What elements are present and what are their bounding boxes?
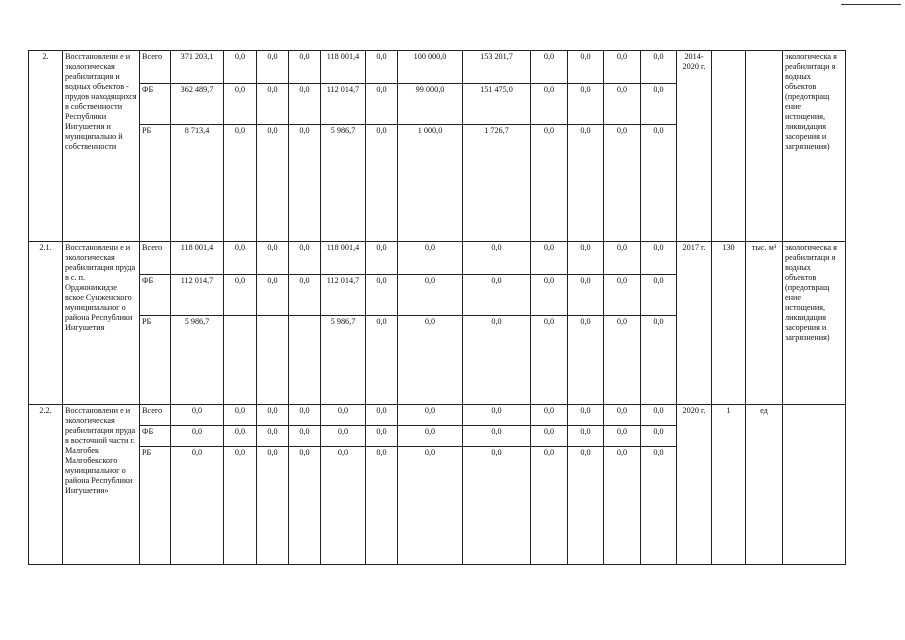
amount-cell: 0,0 — [224, 242, 257, 275]
amount-cell: 153 201,7 — [463, 51, 531, 84]
amount-cell: 0,0 — [224, 447, 257, 565]
measure-name: Восстановлени е и экологическая реабилитация пруда в восточной части г. Малгобек Малгобекского муниципальног о района Республики Ингушетия» — [63, 405, 140, 565]
amount-cell: 0,0 — [463, 426, 531, 447]
amount-cell: 0,0 — [463, 275, 531, 316]
amount-cell: 112 014,7 — [321, 275, 366, 316]
amount-cell: 0,0 — [257, 51, 289, 84]
amount-cell: 0,0 — [604, 447, 641, 565]
amount-cell: 0,0 — [641, 84, 677, 125]
amount-cell: 0,0 — [289, 242, 321, 275]
amount-cell: 0,0 — [366, 51, 398, 84]
amount-cell: 0,0 — [463, 316, 531, 405]
row-number: 2.2. — [29, 405, 63, 565]
amount-cell: 0,0 — [531, 125, 568, 242]
amount-cell: 0,0 — [224, 84, 257, 125]
expected-result: экологическа я реабилитаци я водных объектов (предотвращ ение истощения, ликвидация засорения и загрязнения) — [783, 51, 846, 242]
amount-cell: 0,0 — [257, 242, 289, 275]
indicator-value: 1 — [712, 405, 746, 565]
amount-cell: 0,0 — [321, 405, 366, 426]
funding-source: РБ — [140, 316, 171, 405]
amount-cell: 0,0 — [257, 426, 289, 447]
amount-cell: 0,0 — [531, 426, 568, 447]
amount-cell: 0,0 — [257, 405, 289, 426]
amount-cell: 118 001,4 — [321, 51, 366, 84]
amount-cell: 0,0 — [568, 242, 604, 275]
amount-cell: 0,0 — [604, 84, 641, 125]
amount-cell: 0,0 — [604, 275, 641, 316]
amount-cell: 0,0 — [171, 447, 224, 565]
amount-cell: 0,0 — [289, 426, 321, 447]
amount-cell: 0,0 — [641, 447, 677, 565]
amount-cell: 0,0 — [321, 447, 366, 565]
amount-cell: 0,0 — [257, 84, 289, 125]
amount-cell: 0,0 — [641, 405, 677, 426]
amount-cell: 0,0 — [568, 426, 604, 447]
amount-cell: 0,0 — [289, 125, 321, 242]
page-corner-line — [841, 4, 901, 5]
measure-name: Восстановлени е и экологическая реабилитация пруда в с. п. Орджоникидзе вское Сунженского муниципальног о района Республики Ингушетия — [63, 242, 140, 405]
amount-cell: 151 475,0 — [463, 84, 531, 125]
amount-cell: 0,0 — [321, 426, 366, 447]
funding-source: ФБ — [140, 275, 171, 316]
amount-cell: 0,0 — [463, 447, 531, 565]
amount-cell: 0,0 — [224, 125, 257, 242]
program-table — [28, 50, 846, 565]
amount-cell: 0,0 — [604, 242, 641, 275]
table-row — [29, 242, 846, 275]
amount-cell: 0,0 — [289, 51, 321, 84]
amount-cell: 5 986,7 — [171, 316, 224, 405]
funding-source: Всего — [140, 405, 171, 426]
amount-cell: 0,0 — [568, 51, 604, 84]
amount-cell: 1 726,7 — [463, 125, 531, 242]
amount-cell — [257, 316, 289, 405]
amount-cell: 0,0 — [398, 405, 463, 426]
amount-cell: 0,0 — [568, 447, 604, 565]
amount-cell: 0,0 — [531, 275, 568, 316]
amount-cell: 0,0 — [398, 316, 463, 405]
amount-cell: 0,0 — [604, 405, 641, 426]
amount-cell: 0,0 — [257, 125, 289, 242]
amount-cell: 1 000,0 — [398, 125, 463, 242]
amount-cell: 0,0 — [568, 405, 604, 426]
amount-cell: 112 014,7 — [171, 275, 224, 316]
amount-cell: 0,0 — [531, 447, 568, 565]
indicator-value — [712, 51, 746, 242]
funding-source: РБ — [140, 447, 171, 565]
amount-cell: 0,0 — [568, 125, 604, 242]
expected-result: экологическа я реабилитаци я водных объектов (предотвращ ение истощения, ликвидация засорения и загрязнения) — [783, 242, 846, 405]
amount-cell: 0,0 — [604, 316, 641, 405]
amount-cell: 0,0 — [289, 447, 321, 565]
amount-cell: 112 014,7 — [321, 84, 366, 125]
amount-cell: 0,0 — [604, 51, 641, 84]
amount-cell: 0,0 — [568, 316, 604, 405]
amount-cell: 0,0 — [641, 51, 677, 84]
amount-cell — [289, 316, 321, 405]
amount-cell: 0,0 — [366, 242, 398, 275]
funding-source: ФБ — [140, 84, 171, 125]
funding-source: Всего — [140, 51, 171, 84]
amount-cell: 0,0 — [171, 426, 224, 447]
amount-cell: 0,0 — [398, 275, 463, 316]
amount-cell: 0,0 — [289, 84, 321, 125]
implementation-period: 2017 г. — [677, 242, 712, 405]
amount-cell: 0,0 — [531, 51, 568, 84]
amount-cell: 0,0 — [366, 405, 398, 426]
amount-cell: 8 713,4 — [171, 125, 224, 242]
amount-cell: 0,0 — [289, 405, 321, 426]
amount-cell: 0,0 — [224, 426, 257, 447]
amount-cell: 0,0 — [531, 84, 568, 125]
amount-cell: 0,0 — [398, 426, 463, 447]
amount-cell: 0,0 — [531, 405, 568, 426]
indicator-value: 130 — [712, 242, 746, 405]
amount-cell: 0,0 — [604, 426, 641, 447]
amount-cell: 0,0 — [257, 275, 289, 316]
amount-cell: 0,0 — [641, 316, 677, 405]
amount-cell: 0,0 — [224, 275, 257, 316]
amount-cell: 118 001,4 — [321, 242, 366, 275]
amount-cell: 5 986,7 — [321, 125, 366, 242]
indicator-unit: тыс. м³ — [746, 242, 783, 405]
amount-cell: 0,0 — [531, 316, 568, 405]
indicator-unit — [746, 51, 783, 242]
amount-cell: 362 489,7 — [171, 84, 224, 125]
amount-cell: 5 986,7 — [321, 316, 366, 405]
row-number: 2. — [29, 51, 63, 242]
funding-source: Всего — [140, 242, 171, 275]
amount-cell: 0,0 — [366, 125, 398, 242]
amount-cell: 0,0 — [366, 316, 398, 405]
amount-cell: 0,0 — [641, 275, 677, 316]
amount-cell: 0,0 — [641, 426, 677, 447]
amount-cell: 0,0 — [604, 125, 641, 242]
amount-cell: 118 001,4 — [171, 242, 224, 275]
amount-cell: 0,0 — [568, 275, 604, 316]
amount-cell: 0,0 — [257, 447, 289, 565]
measure-name: Восстановлени е и экологическая реабилитация и водных объектов - прудов находящихся в собственности Республики Ингушетия и муниципально й собственности — [63, 51, 140, 242]
table-row — [29, 405, 846, 426]
row-number: 2.1. — [29, 242, 63, 405]
amount-cell: 99 000,0 — [398, 84, 463, 125]
amount-cell: 0,0 — [366, 84, 398, 125]
implementation-period: 2020 г. — [677, 405, 712, 565]
amount-cell: 0,0 — [398, 242, 463, 275]
implementation-period: 2014-2020 г. — [677, 51, 712, 242]
amount-cell: 0,0 — [641, 125, 677, 242]
amount-cell: 0,0 — [171, 405, 224, 426]
funding-source: РБ — [140, 125, 171, 242]
amount-cell: 0,0 — [366, 275, 398, 316]
amount-cell: 0,0 — [463, 405, 531, 426]
amount-cell: 0,0 — [531, 242, 568, 275]
table-row — [29, 51, 846, 84]
amount-cell: 371 203,1 — [171, 51, 224, 84]
amount-cell: 0,0 — [398, 447, 463, 565]
amount-cell: 0,0 — [366, 447, 398, 565]
indicator-unit: ед — [746, 405, 783, 565]
amount-cell: 0,0 — [224, 51, 257, 84]
amount-cell: 0,0 — [463, 242, 531, 275]
amount-cell: 0,0 — [641, 242, 677, 275]
amount-cell: 100 000,0 — [398, 51, 463, 84]
amount-cell: 0,0 — [366, 426, 398, 447]
funding-source: ФБ — [140, 426, 171, 447]
amount-cell: 0,0 — [224, 405, 257, 426]
amount-cell: 0,0 — [568, 84, 604, 125]
amount-cell — [224, 316, 257, 405]
expected-result — [783, 405, 846, 565]
amount-cell: 0,0 — [289, 275, 321, 316]
